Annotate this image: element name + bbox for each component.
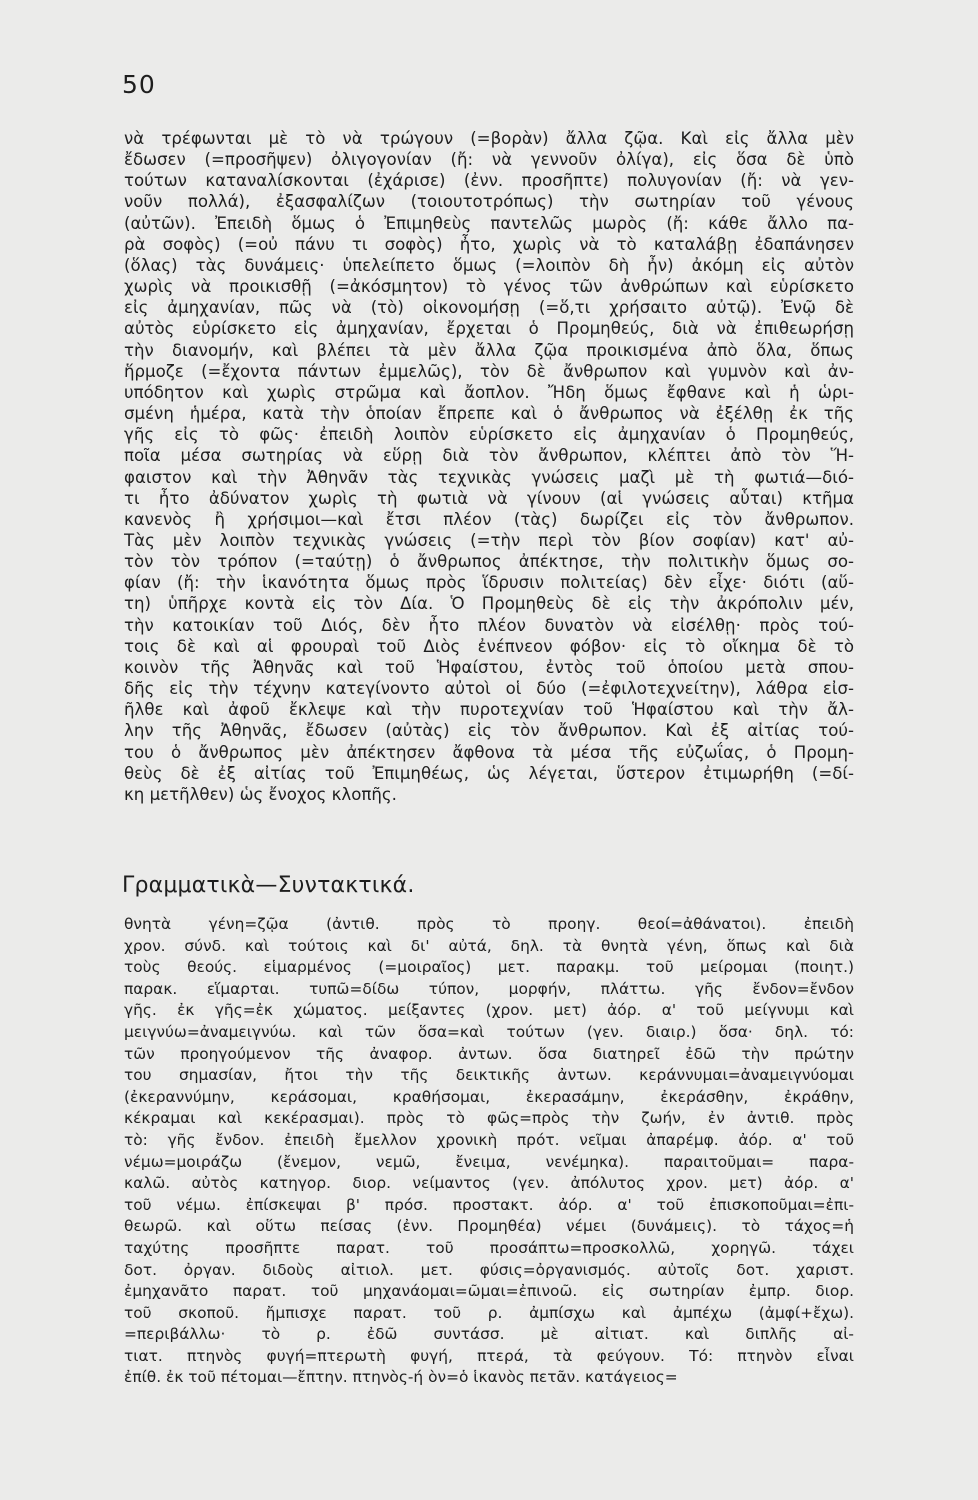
note-line: νέμω=μοιράζω (ἔνεμον, νεμῶ, ἔνειμα, νενέμηκα). παραιτοῦμαι= παρα- bbox=[124, 1152, 854, 1171]
main-translation-text bbox=[124, 128, 854, 805]
note-line: τιατ. πτηνὸς φυγή=πτερωτὴ φυγή, πτερά, τὰ φεύγουν. Τό: πτηνὸν εἶναι bbox=[124, 1346, 854, 1365]
text-line: φαιστον καὶ τὴν Ἀθηνᾶν τὰς τεχνικὰς γνώσεις μαζὶ μὲ τὴ φωτιά—διό- bbox=[124, 467, 854, 487]
note-line: δοτ. ὀργαν. διδοὺς αἰτιολ. μετ. φύσις=ὀργανισμός. αὐτοῖς δοτ. χαριστ. bbox=[124, 1260, 854, 1279]
note-line: τοὺς θεούς. εἱμαρμένος (=μοιραῖος) μετ. παρακμ. τοῦ μείρομαι (ποιητ.) bbox=[124, 958, 854, 977]
note-line: τοῦ σκοποῦ. ἤμπισχε παρατ. τοῦ ρ. ἀμπίσχω καὶ ἀμπέχω (ἀμφί+ἔχω). bbox=[124, 1303, 854, 1322]
text-line: τι ἦτο ἀδύνατον χωρὶς τὴ φωτιὰ νὰ γίνουν (αἱ γνώσεις αὗται) κτῆμα bbox=[124, 488, 854, 508]
text-line: κοινὸν τῆς Ἀθηνᾶς καὶ τοῦ Ἡφαίστου, ἐντὸς τοῦ ὁποίου μετὰ σπου- bbox=[124, 657, 854, 677]
text-line: ῆλθε καὶ ἀφοῦ ἔκλεψε καὶ τὴν πυροτεχνίαν τοῦ Ἡφαίστου καὶ τὴν ἄλ- bbox=[124, 700, 854, 720]
text-line: υπόδητον καὶ χωρὶς στρῶμα καὶ ἄοπλον. Ἤδη ὅμως ἔφθανε καὶ ἡ ὡρι- bbox=[124, 382, 854, 402]
note-line: τῶν προηγούμενον τῆς ἀναφορ. ἀντων. ὅσα διατηρεῖ ἐδῶ τὴν πρώτην bbox=[124, 1044, 854, 1063]
text-line: γῆς εἰς τὸ φῶς· ἐπειδὴ λοιπὸν εὑρίσκετο εἰς ἀμηχανίαν ὁ Προμηθεύς, bbox=[124, 425, 854, 445]
text-line: του ὁ ἄνθρωπος μὲν ἀπέκτησεν ἄφθονα τὰ μέσα τῆς εὐζωΐας, ὁ Προμη- bbox=[124, 742, 854, 762]
note-line: του σημασίαν, ἤτοι τὴν τῆς δεικτικῆς ἀντων. κεράννυμαι=ἀναμειγνύομαι bbox=[124, 1066, 854, 1085]
text-line: χωρὶς νὰ προικισθῇ (=ἀκόσμητον) τὸ γένος τῶν ἀνθρώπων καὶ εὑρίσκετο bbox=[124, 277, 854, 297]
note-line: (ἐκεραννύμην, κεράσομαι, κραθήσομαι, ἐκερασάμην, ἐκεράσθην, ἐκράθην, bbox=[124, 1087, 854, 1106]
text-line: κανενὸς ἢ χρήσιμοι—καὶ ἔτσι πλέον (τὰς) δωρίζει εἰς τὸν ἄνθρωπον. bbox=[124, 509, 854, 529]
text-line: ἥρμοζε (=ἔχοντα πάντων ἐμμελῶς), τὸν δὲ ἄνθρωπον καὶ γυμνὸν καὶ ἀν- bbox=[124, 361, 854, 381]
note-line: ἐμηχανᾶτο παρατ. τοῦ μηχανάομαι=ῶμαι=ἐπινοῶ. εἰς σωτηρίαν ἐμπρ. διορ. bbox=[124, 1282, 854, 1301]
text-line: τὴν διανομήν, καὶ βλέπει τὰ μὲν ἄλλα ζῷα προικισμένα ἀπὸ ὅλα, ὅπως bbox=[124, 340, 854, 360]
text-line: τοις δὲ καὶ αἱ φρουραὶ τοῦ Διὸς ἐνέπνεον φόβον· εἰς τὸ οἴκημα δὲ τὸ bbox=[124, 636, 854, 656]
text-line: ρὰ σοφὸς) (=οὐ πάνυ τι σοφὸς) ἦτο, χωρὶς νὰ τὸ καταλάβῃ ἐδαπάνησεν bbox=[124, 234, 854, 254]
text-line: Τὰς μὲν λοιπὸν τεχνικὰς γνώσεις (=τὴν περὶ τὸν βίον σοφίαν) κατ' αὐ- bbox=[124, 530, 854, 550]
text-line: δῆς εἰς τὴν τέχνην κατεγίνοντο αὐτοὶ οἱ δύο (=ἐφιλοτεχνείτην), λάθρα εἰσ- bbox=[124, 679, 854, 699]
text-line: λην τῆς Ἀθηνᾶς, ἔδωσεν (αὐτὰς) εἰς τὸν ἄνθρωπον. Καὶ ἐξ αἰτίας τού- bbox=[124, 721, 854, 741]
text-line: (ὅλας) τὰς δυνάμεις· ὑπελείπετο ὅμως (=λοιπὸν δὴ ἦν) ἀκόμη εἰς αὐτὸν bbox=[124, 255, 854, 275]
text-line: (αὐτῶν). Ἐπειδὴ ὅμως ὁ Ἐπιμηθεὺς παντελῶς μωρὸς (ἤ: κάθε ἄλλο πα- bbox=[124, 213, 854, 233]
text-line: εἰς ἀμηχανίαν, πῶς νὰ (τὸ) οἰκονομήσῃ (=ὅ,τι χρήσαιτο αὐτῷ). Ἐνῷ δὲ bbox=[124, 298, 854, 318]
text-line: ποῖα μέσα σωτηρίας νὰ εὕρῃ διὰ τὸν ἄνθρωπον, κλέπτει ἀπὸ τὸν Ἥ- bbox=[124, 446, 854, 466]
note-line: τοῦ νέμω. ἐπίσκεψαι β' πρόσ. προστακτ. ἀόρ. α' τοῦ ἐπισκοποῦμαι=ἐπι- bbox=[124, 1195, 854, 1214]
text-line: αὐτὸς εὑρίσκετο εἰς ἀμηχανίαν, ἔρχεται ὁ Προμηθεύς, διὰ νὰ ἐπιθεωρήσῃ bbox=[124, 319, 854, 339]
text-line: κη μετῆλθεν) ὡς ἔνοχος κλοπῆς. bbox=[124, 784, 397, 804]
note-line: ταχύτης προσῆπτε παρατ. τοῦ προσάπτω=προσκολλῶ, χορηγῶ. τάχει bbox=[124, 1238, 854, 1257]
section-heading: Γραμματικὰ—Συντακτικά. bbox=[122, 873, 415, 898]
text-line: νοῦν πολλά), ἐξασφαλίζων (τοιουτοτρόπως) τὴν σωτηρίαν τοῦ γένους bbox=[124, 192, 854, 212]
text-line: φίαν (ἤ: τὴν ἱκανότητα ὅμως πρὸς ἵδρυσιν πολιτείας) δὲν εἶχε· διότι (αὕ- bbox=[124, 573, 854, 593]
text-line: νὰ τρέφωνται μὲ τὸ νὰ τρώγουν (=βορὰν) ἄλλα ζῷα. Καὶ εἰς ἄλλα μὲν bbox=[124, 129, 854, 148]
text-line: θεὺς δὲ ἐξ αἰτίας τοῦ Ἐπιμηθέως, ὡς λέγεται, ὕστερον ἐτιμωρήθη (=δί- bbox=[124, 763, 854, 783]
text-line: σμένη ἡμέρα, κατὰ τὴν ὁποίαν ἔπρεπε καὶ ὁ ἄνθρωπος νὰ ἐξέλθῃ ἐκ τῆς bbox=[124, 404, 854, 424]
note-line: κέκραμαι καὶ κεκέρασμαι). πρὸς τὸ φῶς=πρὸς τὴν ζωήν, ἐν ἀντιθ. πρὸς bbox=[124, 1109, 854, 1128]
text-line: ἔδωσεν (=προσῆψεν) ὀλιγογονίαν (ἤ: νὰ γεννοῦν ὀλίγα), εἰς ὅσα δὲ ὑπὸ bbox=[124, 150, 854, 170]
note-line: καλῶ. αὐτὸς κατηγορ. διορ. νείμαντος (γεν. ἀπόλυτος χρον. μετ) ἀόρ. α' bbox=[124, 1174, 854, 1193]
note-line: θεωρῶ. καὶ οὕτω πείσας (ἐνν. Προμηθέα) νέμει (δυνάμεις). τὸ τάχος=ἡ bbox=[124, 1217, 854, 1236]
note-line: ἐπίθ. ἐκ τοῦ πέτομαι—ἔπτην. πτηνὸς-ή ὸν=ὁ ἱκανὸς πετᾶν. κατάγειος= bbox=[124, 1368, 678, 1387]
note-line: τὸ: γῆς ἔνδον. ἐπειδὴ ἔμελλον χρονικὴ πρότ. νεῖμαι ἀπαρέμφ. ἀόρ. α' τοῦ bbox=[124, 1130, 854, 1149]
text-line: τη) ὑπῆρχε κοντὰ εἰς τὸν Δία. Ὁ Προμηθεὺς δὲ εἰς τὴν ἀκρόπολιν μέν, bbox=[124, 594, 854, 614]
note-line: παρακ. εἵμαρται. τυπῶ=δίδω τύπον, μορφήν, πλάττω. γῆς ἔνδον=ἔνδον bbox=[124, 979, 854, 998]
note-line: χρον. σύνδ. καὶ τούτοις καὶ δι' αὐτά, δηλ. τὰ θνητὰ γένη, ὅπως καὶ διὰ bbox=[124, 936, 854, 955]
text-line: τὴν κατοικίαν τοῦ Διός, δὲν ἦτο πλέον δυνατὸν νὰ εἰσέλθῃ· πρὸς τού- bbox=[124, 615, 854, 635]
note-line: =περιβάλλω· τὸ ρ. ἐδῶ συντάσσ. μὲ αἰτιατ. καὶ διπλῆς αἰ- bbox=[124, 1325, 854, 1344]
page-number: 50 bbox=[122, 70, 156, 99]
note-line: θνητὰ γένη=ζῷα (ἀντιθ. πρὸς τὸ προηγ. θεοί=ἀθάνατοι). ἐπειδὴ bbox=[124, 915, 854, 933]
grammar-notes-text bbox=[124, 914, 854, 1389]
text-line: τὸν τὸν τρόπον (=ταύτῃ) ὁ ἄνθρωπος ἀπέκτησε, τὴν πολιτικὴν ὅμως σο- bbox=[124, 552, 854, 572]
text-line: τούτων καταναλίσκονται (ἐχάρισε) (ἐνν. προσῆπτε) πολυγονίαν (ἤ: νὰ γεν- bbox=[124, 171, 854, 191]
note-line: γῆς. ἐκ γῆς=ἐκ χώματος. μείξαντες (χρον. μετ) ἀόρ. α' τοῦ μείγνυμι καὶ bbox=[124, 1001, 854, 1020]
note-line: μειγνύω=ἀναμειγνύω. καὶ τῶν ὅσα=καὶ τούτων (γεν. διαιρ.) ὅσα· δηλ. τό: bbox=[124, 1022, 854, 1041]
